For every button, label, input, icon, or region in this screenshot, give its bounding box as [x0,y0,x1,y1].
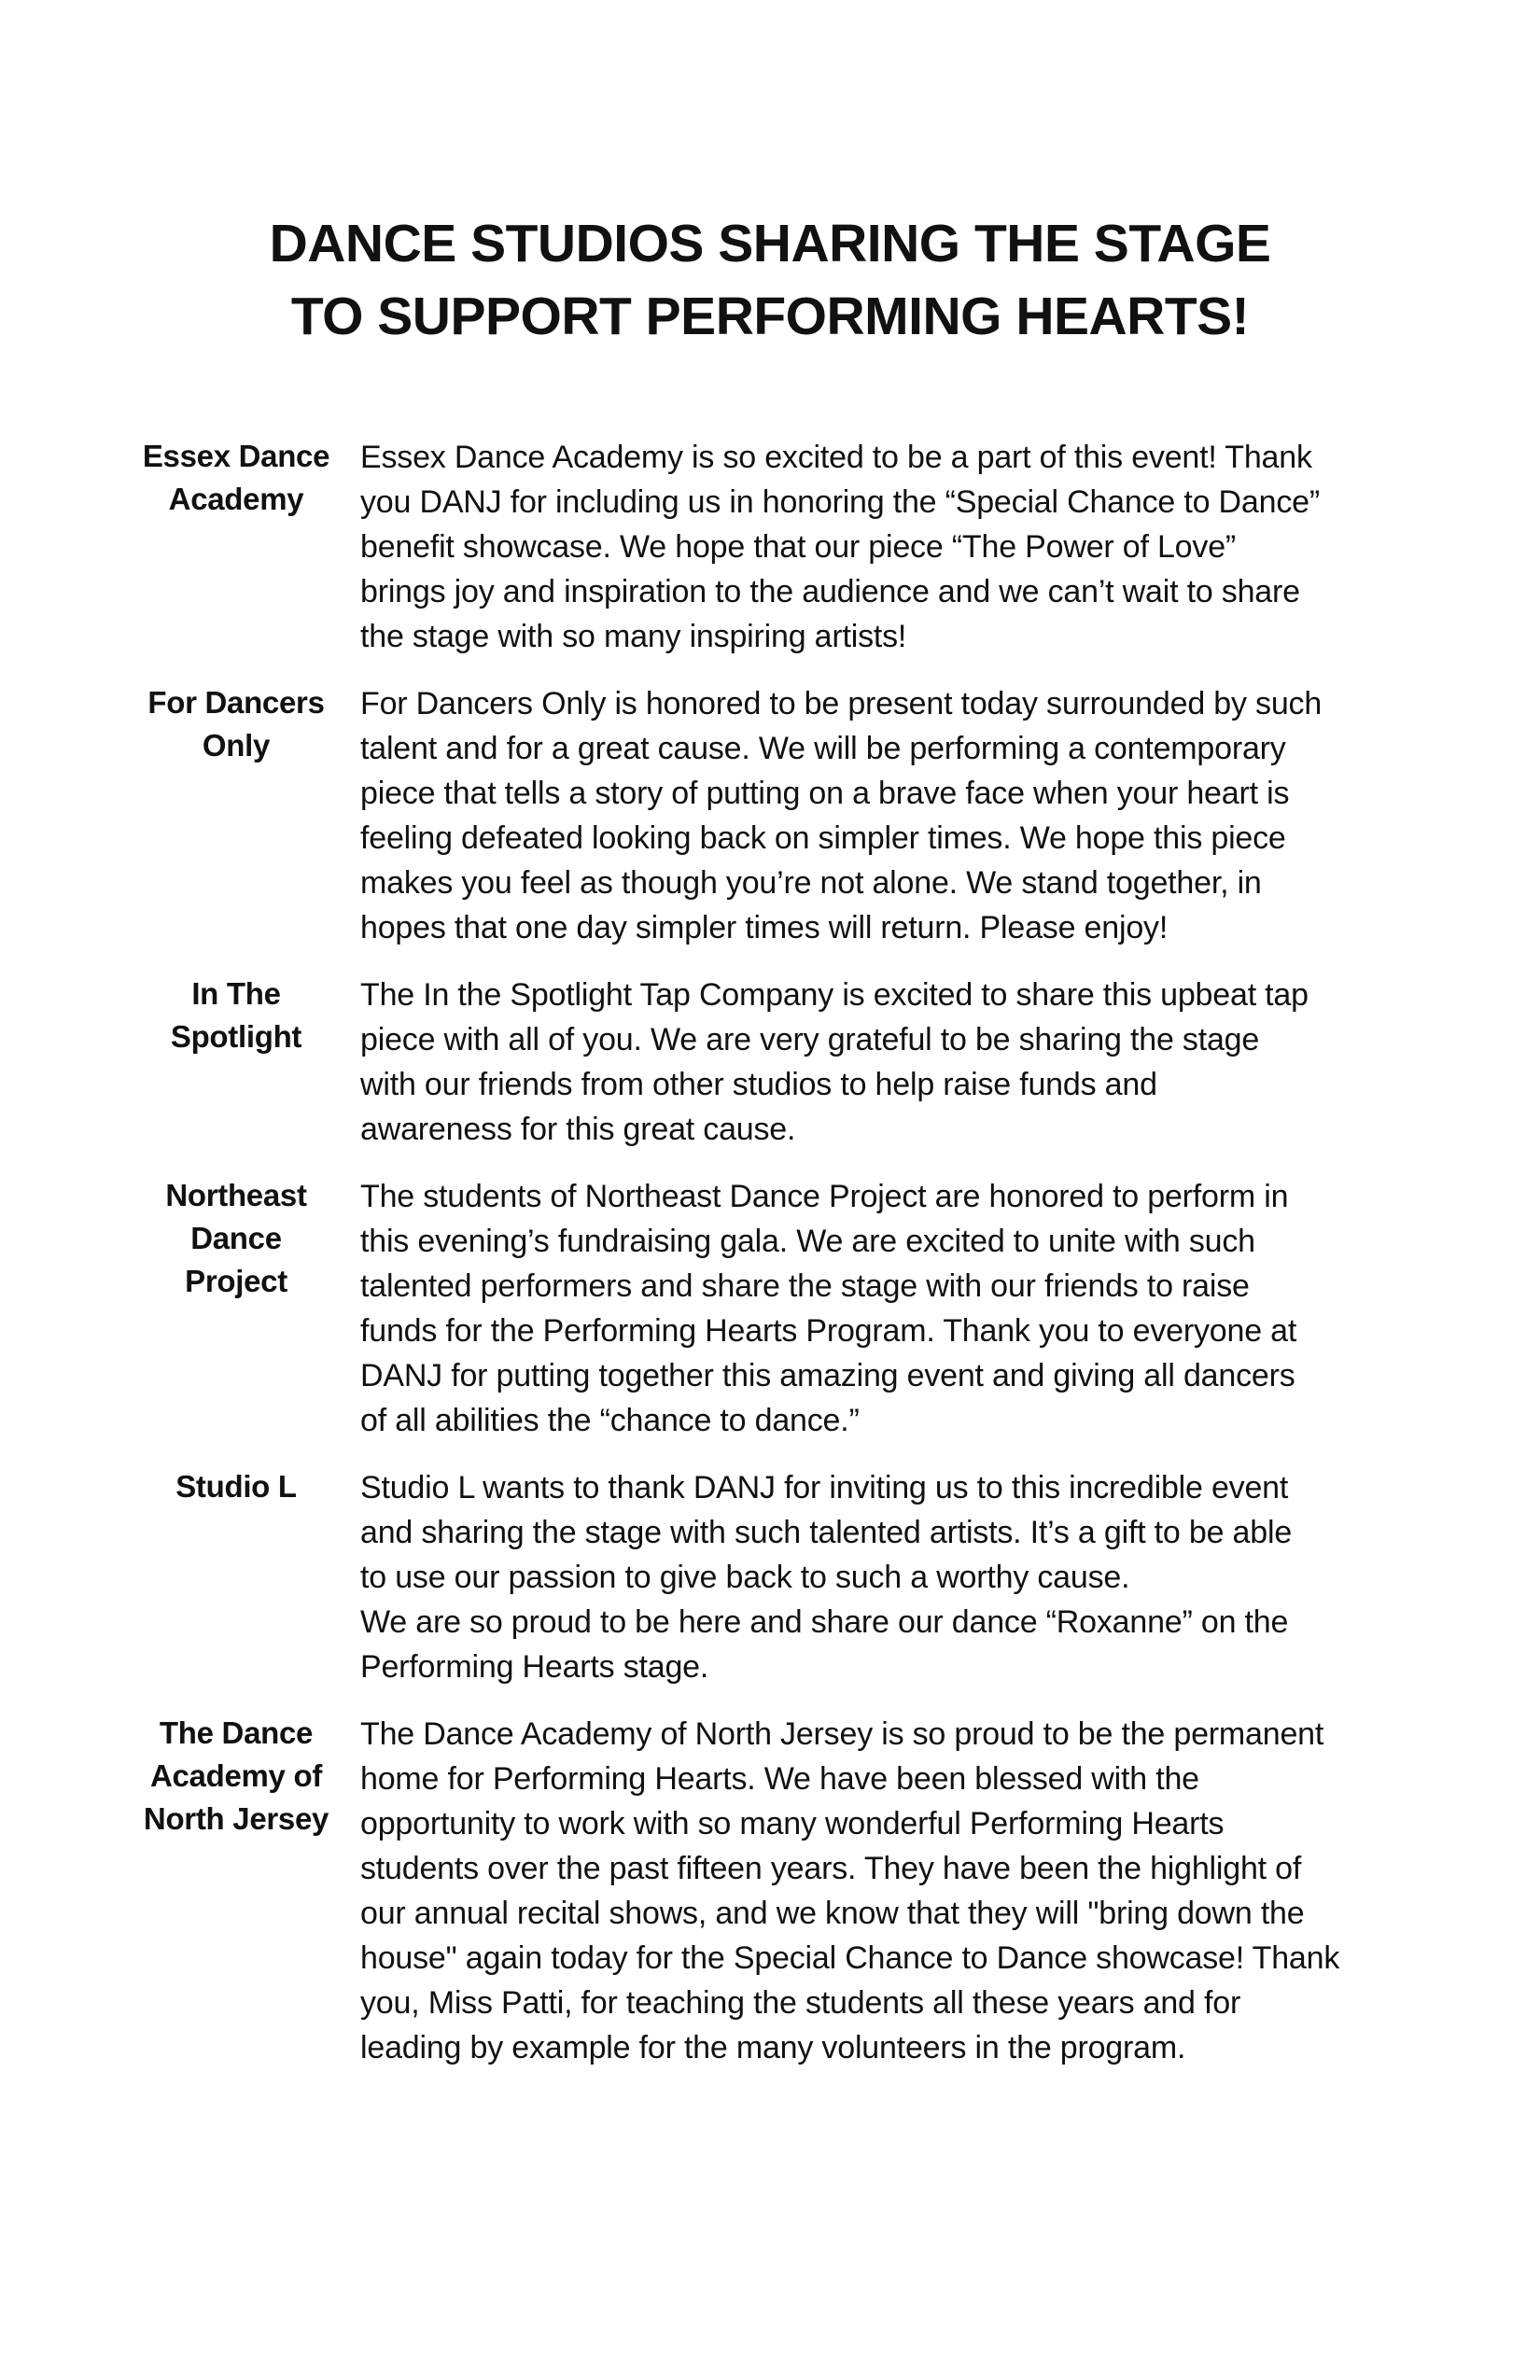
studio-description: Essex Dance Academy is so excited to be a part of this event! Thank you DANJ for including us in honoring the “Special Chance to Dance” benefit showcase. We hope that our piece “The Power of Love” brings joy and inspiration to the audience and we can’t wait to share the stage with so many inspiring artists! [360,440,1320,654]
studio-name: In The Spotlight [170,976,302,1054]
studio-name: The Dance Academy of North Jersey [143,1715,329,1836]
studio-entry-northeast-dance-project [138,1174,1407,1443]
page-title-line-2: TO SUPPORT PERFORMING HEARTS! [290,287,1250,346]
studio-description: The Dance Academy of North Jersey is so proud to be the permanent home for Performing Hearts. We have been blessed with the opportunity to work with so many wonderful Performing Hearts students over the past fifteen years. They have been the highlight of our annual recital shows, and we know that they will "bring down the house" again today for the Special Chance to Dance showcase! Thank you, Miss Patti, for teaching the students all these years and for leading by example for the many volunteers in the program. [360,1716,1340,2065]
studio-name: Essex Dance Academy [142,439,330,516]
studio-description: The students of Northeast Dance Project are honored to perform in this evening’s fundraising gala. We are excited to unite with such talented performers and share the stage with our friends to raise funds for the Performing Hearts Program. Thank you to everyone at DANJ for putting together this amazing event and giving all dancers of all abilities the “chance to dance.” [360,1179,1297,1438]
studio-entry-essex-dance-academy [138,435,1407,659]
studio-entry-studio-l [138,1465,1407,1689]
page-title [0,207,1540,353]
studio-name: Northeast Dance Project [165,1178,307,1298]
page-title-line-1: DANCE STUDIOS SHARING THE STAGE [269,214,1271,273]
studio-name: For Dancers Only [147,685,325,763]
studio-entry-dance-academy-north-jersey [138,1712,1407,2070]
studio-description: Studio L wants to thank DANJ for inviting us to this incredible event and sharing the stage with such talented artists. It’s a gift to be able to use our passion to give back to such a worthy cause. We are so proud to be here and share our dance “Roxanne” on the Performing Hearts stage. [360,1470,1293,1685]
studio-entry-in-the-spotlight [138,973,1407,1152]
studio-name: Studio L [175,1469,297,1504]
studio-entry-for-dancers-only [138,681,1407,950]
studio-description: The In the Spotlight Tap Company is excited to share this upbeat tap piece with all of you. We are very grateful to be sharing the stage with our friends from other studios to help raise funds and awareness for this great cause. [360,977,1309,1147]
studio-description: For Dancers Only is honored to be present today surrounded by such talent and for a great cause. We will be performing a contemporary piece that tells a story of putting on a brave face when your heart is feeling defeated looking back on simpler times. We hope this piece makes you feel as though you’re not alone. We stand together, in hopes that one day simpler times will return. Please enjoy! [360,686,1323,945]
studio-list [138,435,1407,2093]
